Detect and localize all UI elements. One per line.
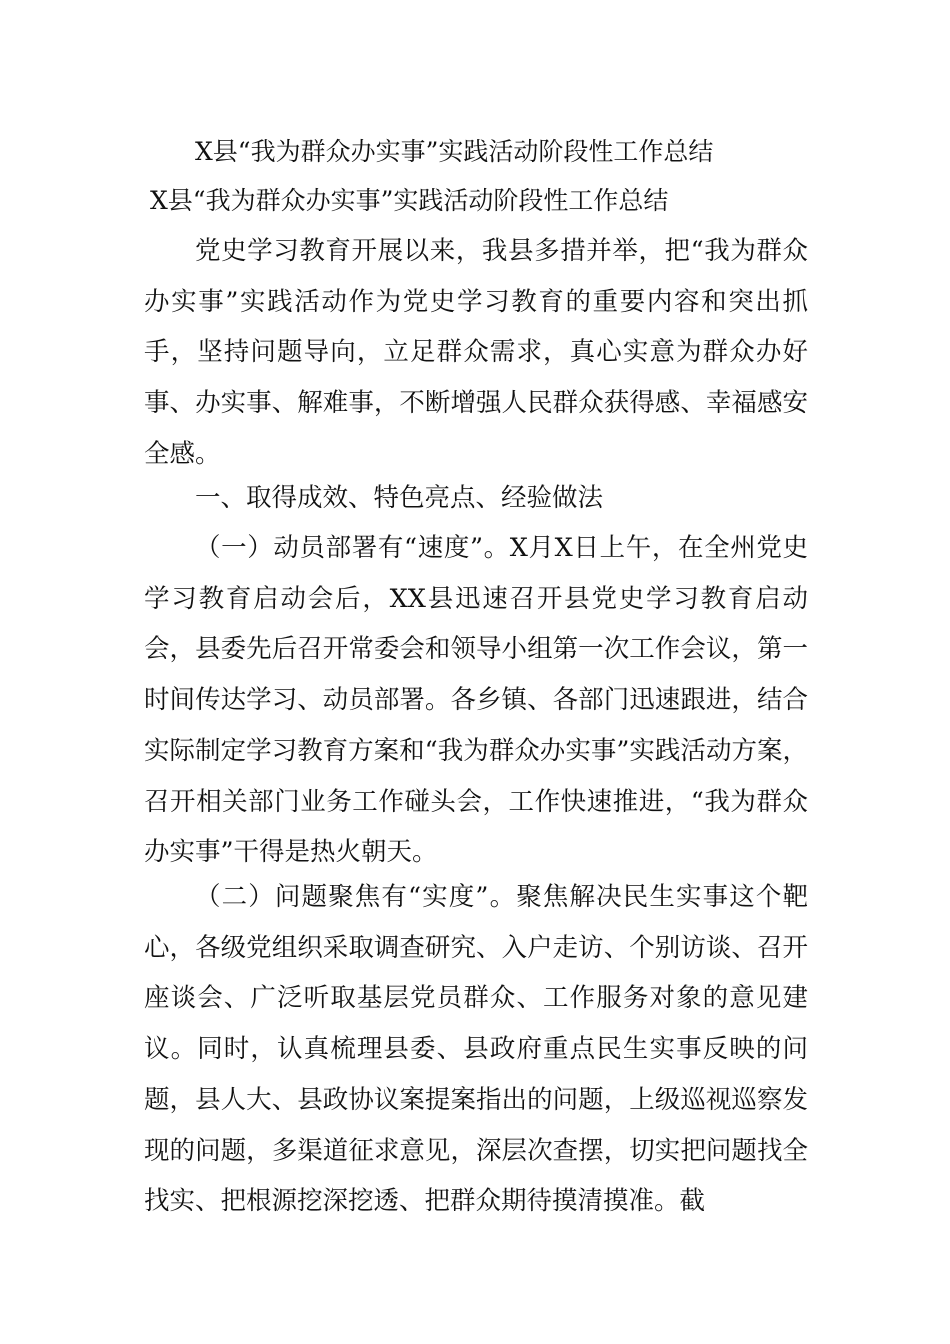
section-heading: 一、取得成效、特色亮点、经验做法 [195, 483, 604, 513]
document-subtitle: X县“我为群众办实事”实践活动阶段性工作总结 [150, 186, 669, 215]
intro-paragraph: 党史学习教育开展以来，我县多措并举，把“我为群众办实事”实践活动作为党史学习教育的重要内容和突出抓手，坚持问题导向，立足群众需求，真心实意为群众办好事、办实事、解难事，不断增强人民群众获得感、幸福感安全感。 [144, 236, 808, 469]
document-title: X县“我为群众办实事”实践活动阶段性工作总结 [195, 137, 714, 166]
paragraph-problem-focus: （二）问题聚焦有“实度”。聚焦解决民生实事这个靶心，各级党组织采取调查研究、入户走访、个别访谈、召开座谈会、广泛听取基层党员群众、工作服务对象的意见建议。同时，认真梳理县委、县政府重点民生实事反映的问题，县人大、县政协议案提案指出的问题，上级巡视巡察发现的问题，多渠道征求意见，深层次查摆，切实把问题找全找实、把根源挖深挖透、把群众期待摸清摸准。截 [144, 882, 808, 1217]
paragraph-mobilization: （一）动员部署有“速度”。X月X日上午，在全州党史学习教育启动会后，XX县迅速召开县党史学习教育启动会，县委先后召开常委会和领导小组第一次工作会议，第一时间传达学习、动员部署。各乡镇、各部门迅速跟进，结合实际制定学习教育方案和“我为群众办实事”实践活动方案，召开相关部门业务工作碰头会，工作快速推进，“我为群众办实事”干得是热火朝天。 [144, 533, 808, 868]
